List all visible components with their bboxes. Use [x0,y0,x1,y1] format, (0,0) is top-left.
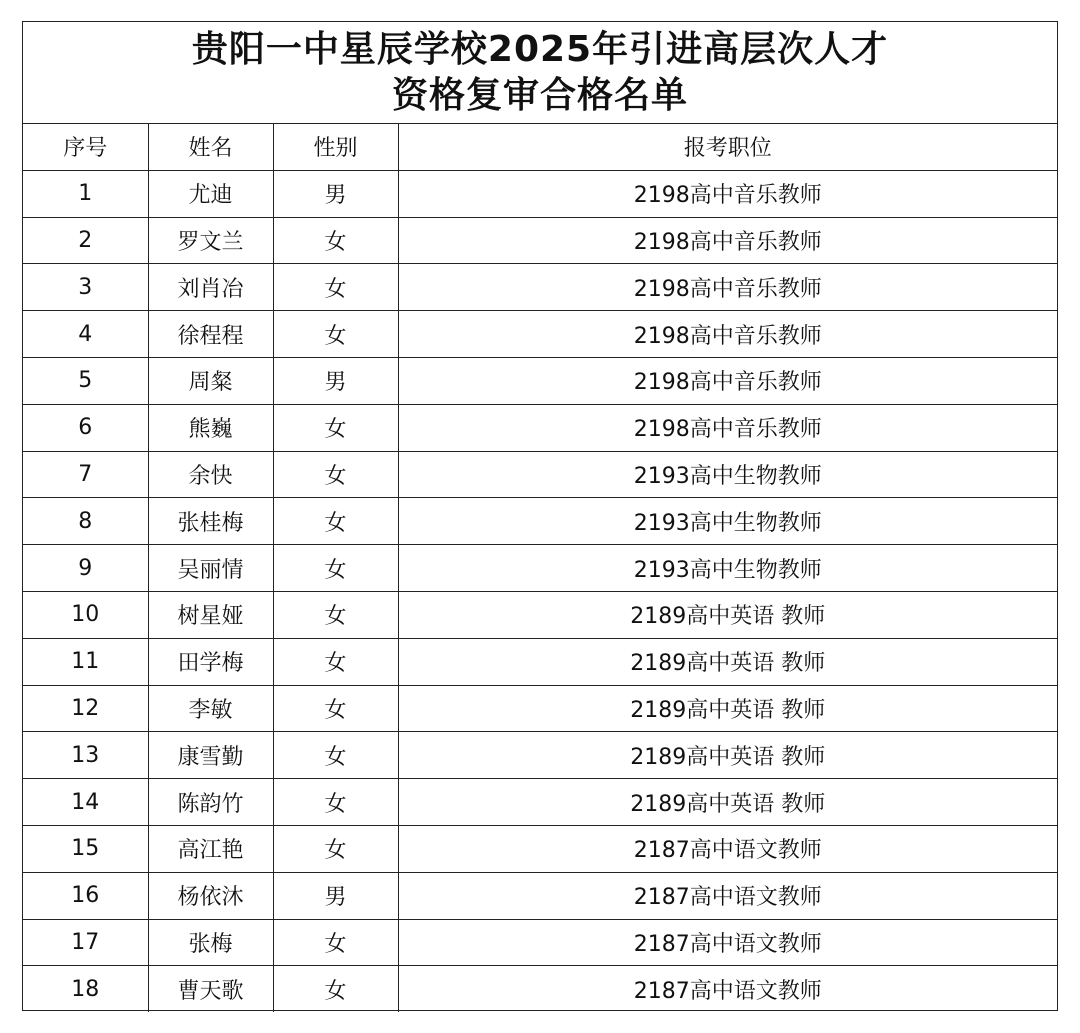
cell-position: 2187高中语文教师 [633,978,822,1004]
cell-gender: 男 [273,872,398,919]
cell-position: 2189高中英语 教师 [398,638,1057,685]
cell-name: 田学梅 [148,638,273,685]
cell-gender: 女 [273,919,398,966]
cell-position: 2189高中英语 教师 [398,779,1057,826]
table-row [23,638,1057,685]
cell-index: 10 [23,591,148,638]
cell-name: 陈韵竹 [148,779,273,826]
cell-index: 2 [23,217,148,264]
table-row [23,545,1057,592]
cell-index: 14 [23,779,148,826]
cell-index: 4 [23,311,148,358]
cell-gender: 女 [273,779,398,826]
cell-position: 2198高中音乐教师 [398,264,1057,311]
cell-index: 1 [23,170,148,217]
cell-index: 9 [23,545,148,592]
cell-position: 2198高中音乐教师 [398,217,1057,264]
cell-name: 余快 [148,451,273,498]
table-row [23,357,1057,404]
cell-gender: 女 [273,404,398,451]
cell-position: 2189高中英语 教师 [398,591,1057,638]
table-row [23,451,1057,498]
cell-index: 3 [23,264,148,311]
cell-index: 12 [23,685,148,732]
cell-position: 2189高中英语 教师 [398,685,1057,732]
table-row [23,311,1057,358]
header-index: 序号 [23,124,148,170]
cell-position: 2193高中生物教师 [398,451,1057,498]
cell-index: 18 [23,966,148,1012]
cell-index: 15 [23,825,148,872]
cell-name: 高江艳 [148,825,273,872]
title-block [23,22,1057,124]
table-body [23,170,1057,1012]
table-row [23,779,1057,826]
cell-index: 8 [23,498,148,545]
table-row [23,685,1057,732]
cell-name: 徐程程 [148,311,273,358]
cell-index: 11 [23,638,148,685]
cell-index: 16 [23,872,148,919]
header-gender: 性别 [273,124,398,170]
cell-gender: 女 [273,264,398,311]
table-row [23,217,1057,264]
cell-name: 曹天歌 [148,966,273,1012]
cell-position: 2187高中语文教师 [398,919,1057,966]
cell-name: 树星娅 [148,591,273,638]
cell-name: 罗文兰 [148,217,273,264]
cell-position: 2193高中生物教师 [398,545,1057,592]
table-row [23,264,1057,311]
table-row [23,966,1057,1012]
cell-gender: 女 [273,591,398,638]
cell-name: 吴丽情 [148,545,273,592]
cell-position: 2198高中音乐教师 [398,170,1057,217]
cell-position: 2189高中英语 教师 [398,732,1057,779]
table-row [23,872,1057,919]
document-subtitle: 资格复审合格名单 [391,74,688,116]
cell-index: 7 [23,451,148,498]
cell-gender: 女 [273,545,398,592]
cell-gender: 女 [273,451,398,498]
cell-gender: 男 [273,170,398,217]
cell-index: 5 [23,357,148,404]
cell-position: 2198高中音乐教师 [398,357,1057,404]
cell-name: 熊巍 [148,404,273,451]
cell-index: 17 [23,919,148,966]
table-row [23,591,1057,638]
header-name: 姓名 [148,124,273,170]
cell-name: 刘肖冶 [148,264,273,311]
cell-name: 康雪勤 [148,732,273,779]
cell-gender: 女 [273,825,398,872]
cell-position: 2193高中生物教师 [398,498,1057,545]
table-row [23,919,1057,966]
cell-index: 13 [23,732,148,779]
cell-name: 李敏 [148,685,273,732]
cell-position: 2198高中音乐教师 [398,311,1057,358]
table-row [23,732,1057,779]
cell-name: 周粲 [148,357,273,404]
cell-gender: 男 [273,357,398,404]
cell-gender: 女 [273,311,398,358]
table-row [23,170,1057,217]
cell-position: 2198高中音乐教师 [398,404,1057,451]
qualified-candidates-table [23,124,1057,1012]
cell-gender: 女 [273,498,398,545]
cell-name: 张梅 [148,919,273,966]
table-row [23,404,1057,451]
cell-gender: 女 [273,966,398,1012]
cell-gender: 女 [273,685,398,732]
cell-index: 6 [23,404,148,451]
cell-name: 杨依沐 [148,872,273,919]
cell-gender: 女 [273,638,398,685]
table-header-row [23,124,1057,170]
cell-name: 尤迪 [148,170,273,217]
cell-position: 2187高中语文教师 [398,872,1057,919]
document-title: 贵阳一中星辰学校2025年引进高层次人才 [191,28,889,70]
qualified-list-sheet [22,21,1058,1011]
table-row [23,825,1057,872]
header-position: 报考职位 [398,124,1057,170]
cell-name: 张桂梅 [148,498,273,545]
cell-gender: 女 [273,217,398,264]
table-row [23,498,1057,545]
cell-position: 2187高中语文教师 [398,825,1057,872]
cell-gender: 女 [273,732,398,779]
